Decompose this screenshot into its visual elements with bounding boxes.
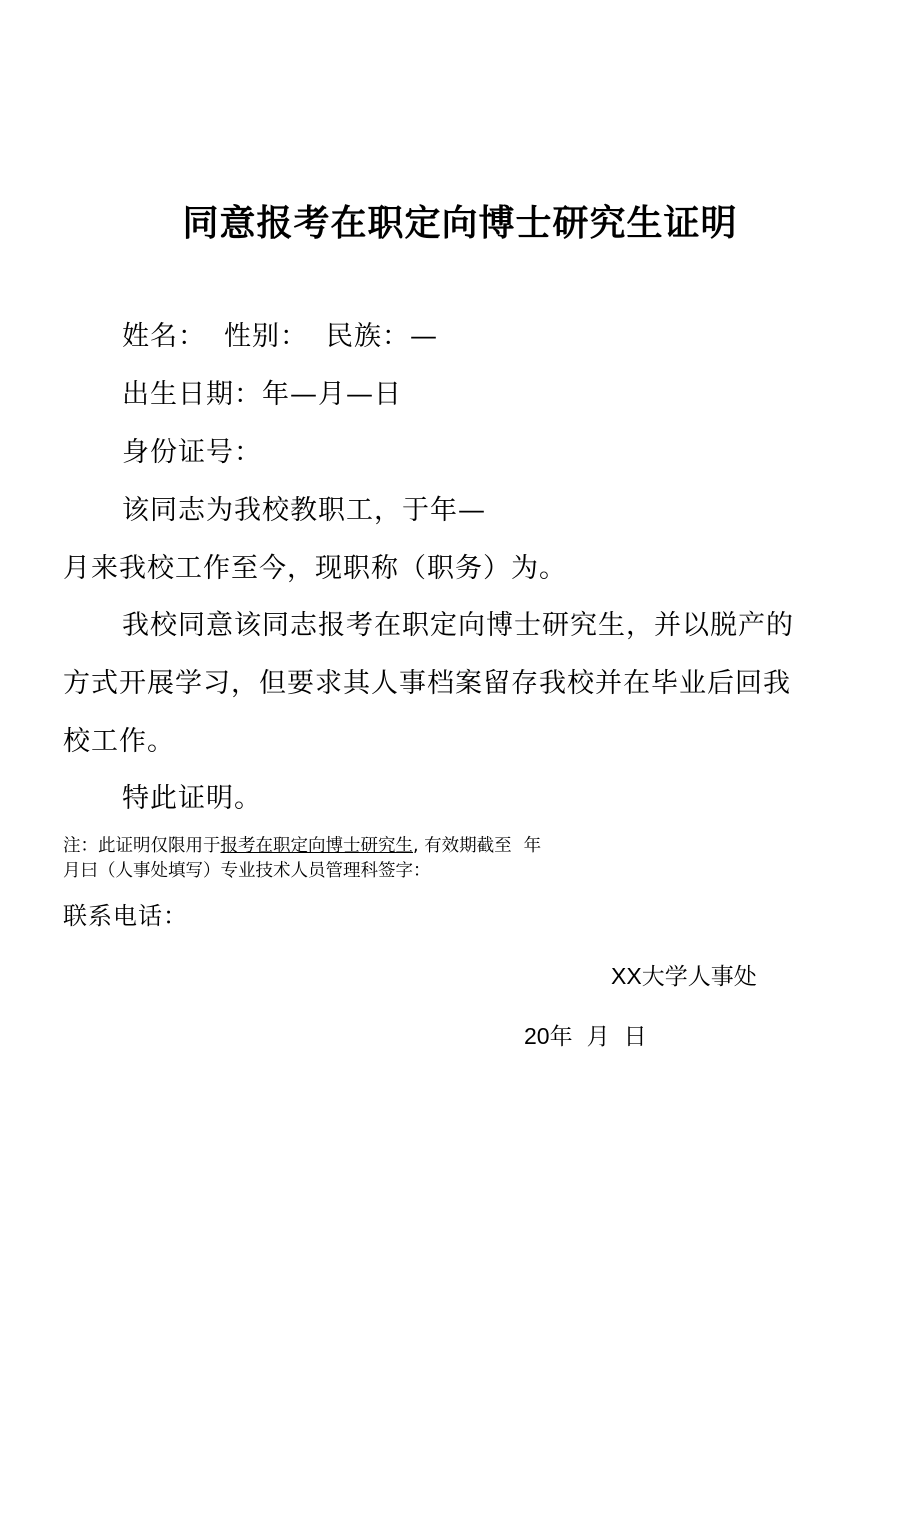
closing-statement: 特此证明。 <box>122 783 262 814</box>
document-title: 同意报考在职定向博士研究生证明 <box>182 202 738 244</box>
paragraph2-line1: 我校同意该同志报考在职定向博士研究生，并以脱产的 <box>122 610 794 641</box>
personal-info-line <box>122 323 438 350</box>
date-month-label: 月 <box>586 1024 610 1050</box>
org-name: 大学人事处 <box>641 964 757 990</box>
paragraph2-line2: 方式开展学习，但要求其人事档案留存我校并在毕业后回我 <box>63 668 791 699</box>
org-prefix: XX <box>611 963 642 989</box>
note-validity: , 有效期截至 <box>413 836 512 856</box>
note-prefix: 注：此证明仅限用于 <box>63 836 221 856</box>
contact-phone-label: 联系电话： <box>63 902 188 930</box>
name-label: 姓名： <box>122 321 206 352</box>
issuing-office <box>611 965 757 989</box>
gender-label: 性别： <box>224 321 308 352</box>
note-year: 年 <box>523 836 542 856</box>
note-purpose: 报考在职定向博士研究生 <box>220 836 413 856</box>
paragraph2-line3: 校工作。 <box>63 726 175 757</box>
ethnicity-label: 民族：— <box>326 321 438 352</box>
date-day-label: 日 <box>623 1024 647 1050</box>
birth-date-line: 出生日期：年—月—日 <box>122 379 402 410</box>
paragraph1-line2: 月来我校工作至今，现职称（职务）为。 <box>63 553 567 584</box>
date-year-prefix: 20 <box>524 1023 550 1049</box>
note-line1 <box>63 838 541 856</box>
date-year-label: 年 <box>549 1024 573 1050</box>
signature-date <box>524 1025 647 1049</box>
paragraph1-line1: 该同志为我校教职工，于年— <box>122 495 486 526</box>
id-number-line: 身份证号： <box>122 437 262 468</box>
note-line2: 月曰（人事处填写）专业技术人员管理科签字： <box>63 861 431 881</box>
